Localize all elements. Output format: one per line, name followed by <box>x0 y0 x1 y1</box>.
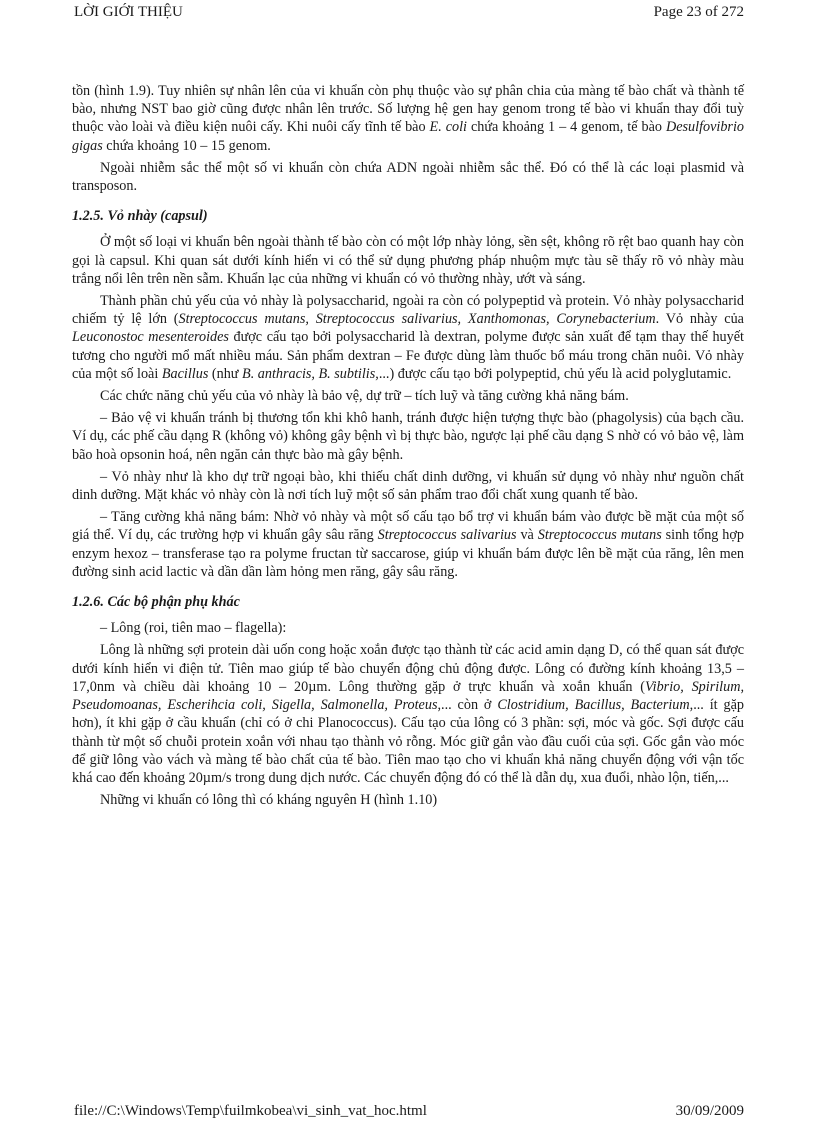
text-run: – Bảo vệ vi khuẩn tránh bị thương tổn khi khô hanh, tránh được hiện tượng thực bào (phagolysis) của bạch cầu. Ví dụ, các phế cầu dạng R (không vỏ) không gây bệnh vì bị thực bào, ngược lại phế cầu dạng S nhờ có vỏ bảo vệ, làm bão hoà opsonin hoá, nên ngăn cản thực bào mà gây bệnh. <box>72 410 744 463</box>
paragraph <box>72 233 744 288</box>
paragraph <box>72 292 744 383</box>
italic-term: Desulfovibrio gigas <box>72 119 744 154</box>
paragraph <box>72 468 744 504</box>
page-footer <box>74 1101 744 1121</box>
text-run: – Vỏ nhày như là kho dự trữ ngoại bào, khi thiếu chất dinh dưỡng, vi khuẩn sử dụng vỏ nhày như nguồn chất dinh dưỡng. Mặt khác vỏ nhày còn là nơi tích luỹ một số sản phẩm trao đổi chất xung quanh tế bào. <box>72 468 744 504</box>
italic-term: Streptococcus mutans, Streptococcus salivarius, Xanthomonas, Corynebacterium <box>178 311 656 328</box>
text-run: (như <box>208 365 243 382</box>
text-run: chứa khoảng 1 – 4 genom, tế bào <box>466 119 666 136</box>
text-run: và <box>516 527 538 544</box>
section-heading-capsul: 1.2.5. Vỏ nhày (capsul) <box>72 208 208 225</box>
text-run: ,... ít gặp hơn), ít khi gặp ở cầu khuẩn (chỉ có ở chi Planococcus). Cấu tạo của lông có 3 phần: sợi, móc và gốc. Sợi được cấu thành từ một số chuỗi protein xoắn với nhau tạo thành vỏ rỗng. Móc giữ gắn vào đầu cuối của sợi. Gốc gắn vào móc để giữ lông vào vách và màng tế bào chất của tế bào. Tiên mao tạo cho vi khuẩn khả năng chuyển động với vận tốc khá cao đến khoảng 20µm/s trong dung dịch nước. Các chuyển động đó có thể là dẫn dụ, xua đuổi, nhào lộn, tiến,... <box>72 697 744 786</box>
print-date: 30/09/2009 <box>675 1102 744 1119</box>
page-indicator: Page 23 of 272 <box>653 3 744 20</box>
italic-term: Streptococcus salivarius <box>377 527 517 544</box>
paragraph <box>72 159 744 195</box>
text-run: chứa khoảng 10 – 15 genom. <box>102 137 271 154</box>
text-run: . Vỏ nhày của <box>655 311 744 328</box>
paragraph <box>72 508 744 581</box>
italic-term: Clostridium, Bacillus, Bacterium <box>497 697 690 714</box>
paragraph <box>72 641 744 787</box>
text-run: – Lông (roi, tiên mao – flagella): <box>100 620 287 637</box>
italic-term: Vibrio, Spirilum, Pseudomoanas, Escherihcia coli, Sigella, Salmonella, Proteus <box>72 678 745 714</box>
italic-term: Streptococcus mutans <box>537 527 662 544</box>
text-run: – Tăng cường khả năng bám: Nhờ vỏ nhày và một số cấu tạo bổ trợ vi khuẩn bám vào được bề mặt của một số giá thể. Ví dụ, các trường hợp vi khuẩn gây sâu răng <box>72 509 744 544</box>
file-path: file://C:\Windows\Temp\fuilmkobea\vi_sinh_vat_hoc.html <box>74 1102 427 1119</box>
italic-term: E. coli <box>429 119 467 136</box>
italic-term: B. anthracis, B. subtilis <box>242 365 376 382</box>
text-run: sinh tổng hợp enzym hexoz – transferase tạo ra polyme fructan từ saccarose, giúp vi khuẩn bám được lên bề mặt của răng, lên men đường sinh acid lactic và dần dần làm hỏng men răng, gây sâu răng. <box>72 527 744 580</box>
section-heading-accessory-parts: 1.2.6. Các bộ phận phụ khác <box>72 594 240 611</box>
paragraph <box>72 82 744 155</box>
text-run: Những vi khuẩn có lông thì có kháng nguyên H (hình 1.10) <box>100 792 438 809</box>
paragraph <box>72 619 744 637</box>
paragraph <box>72 409 744 464</box>
italic-term: Leuconostoc mesenteroides <box>72 329 229 346</box>
text-run: ,... còn ở <box>437 697 498 714</box>
text-run: tồn (hình 1.9). Tuy nhiên sự nhân lên của vi khuẩn còn phụ thuộc vào sự phân chia của màng tế bào chất và thành tế bào, nhưng NST bao giờ cũng được nhân lên trước. Số lượng hệ gen hay genom trong tế bào vi khuẩn thay đổi tuỳ thuộc vào loài và điều kiện nuôi cấy. Khi nuôi cấy tĩnh tế bào <box>72 83 744 136</box>
text-run: Ở một số loại vi khuẩn bên ngoài thành tế bào còn có một lớp nhày lỏng, sền sệt, không rõ rệt bao quanh hay còn gọi là capsul. Khi quan sát dưới kính hiển vi có thể sử dụng phương pháp nhuộm mực tàu sẽ thấy rõ vỏ nhày màu trắng nổi lên trên nền sẫm. Khuẩn lạc của những vi khuẩn có vỏ thường nhày, ướt và sáng. <box>72 234 744 287</box>
text-run: ,...) được cấu tạo bởi polypeptid, chủ yếu là acid polyglutamic. <box>375 365 732 382</box>
page-header <box>74 0 744 24</box>
text-run: Thành phần chủ yếu của vỏ nhày là polysaccharid, ngoài ra còn có polypeptid và protein. Vỏ nhày polysaccharid chiếm tỷ lệ lớn ( <box>72 293 744 328</box>
text-run: Các chức năng chủ yếu của vỏ nhày là bảo vệ, dự trữ – tích luỹ và tăng cường khả năng bám. <box>100 388 629 405</box>
text-run: Ngoài nhiễm sắc thể một số vi khuẩn còn chứa ADN ngoài nhiễm sắc thể. Đó có thể là các loại plasmid và transposon. <box>72 159 744 195</box>
italic-term: Bacillus <box>161 365 209 382</box>
text-run: được cấu tạo bởi polysaccharid là dextran, polyme được sản xuất để tạm thay thế huyết tương cho người mổ mất nhiều máu. Sản phẩm dextran – Fe được dùng làm thuốc bổ máu trong chăn nuôi. Vỏ nhày của một số loài <box>72 329 744 382</box>
document-body <box>72 82 744 813</box>
text-run: Lông là những sợi protein dài uốn cong hoặc xoắn được tạo thành từ các acid amin dạng D, có thể quan sát được dưới kính hiển vi điện tử. Tiên mao giúp tế bào chuyển động chủ động được. Lông có đường kính khoảng 13,5 – 17,0nm và chiều dài khoảng 10 – 20µm. Lông thường gặp ở trực khuẩn và xoắn khuẩn ( <box>72 642 744 695</box>
paragraph <box>72 791 744 809</box>
paragraph <box>72 387 744 405</box>
document-title: LỜI GIỚI THIỆU <box>74 3 183 20</box>
